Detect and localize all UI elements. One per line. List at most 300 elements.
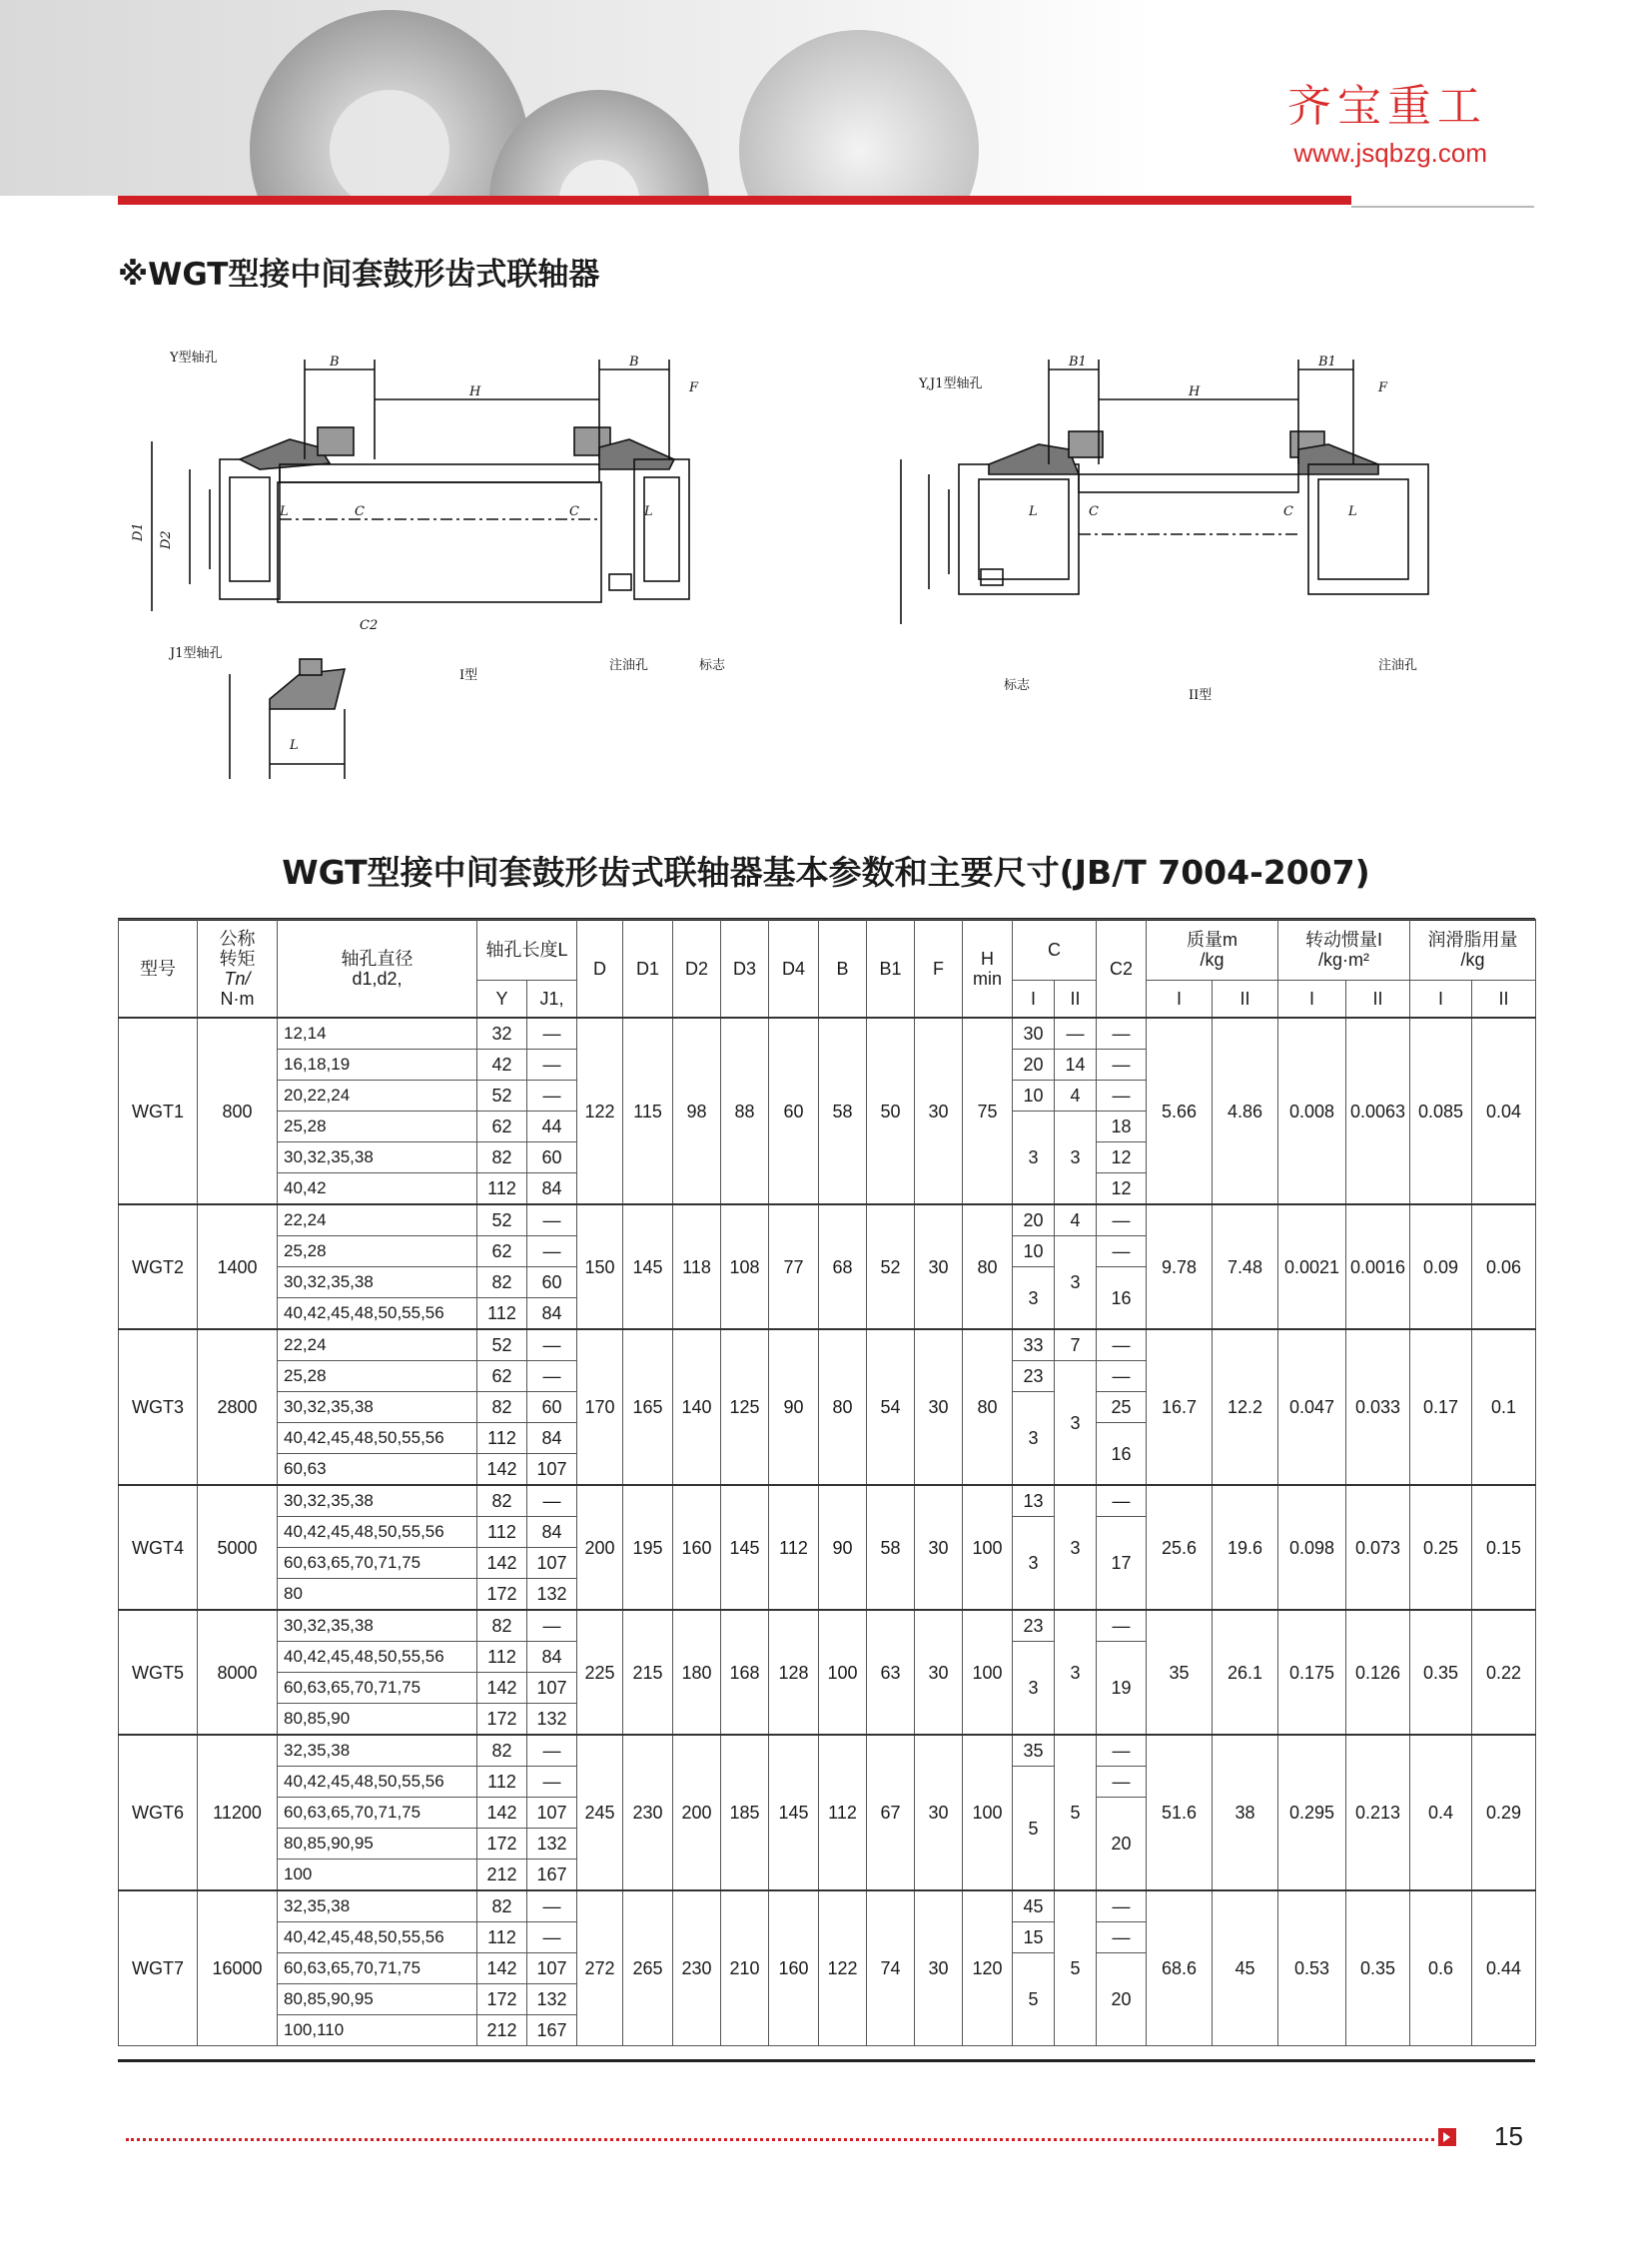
cell-Y: 112 <box>477 1517 527 1548</box>
cell-Y: 142 <box>477 1798 527 1829</box>
cell-Y: 112 <box>477 1173 527 1205</box>
cell-D2: 98 <box>673 1018 721 1204</box>
drawing-type-1 <box>152 360 689 779</box>
cell-F: 30 <box>915 1204 963 1329</box>
table-row <box>119 1485 1536 1517</box>
cell-D2: 230 <box>673 1890 721 2046</box>
header-grey-line <box>1351 206 1534 208</box>
cell-D3: 168 <box>721 1610 769 1735</box>
cell-Y: 52 <box>477 1329 527 1361</box>
cell-bore: 60,63,65,70,71,75 <box>278 1953 477 1984</box>
cell-i2: 0.126 <box>1346 1610 1410 1735</box>
cell-g1: 0.35 <box>1410 1610 1472 1735</box>
cell-C-II: 4 <box>1055 1081 1097 1112</box>
cell-bore: 25,28 <box>278 1361 477 1392</box>
cell-Y: 112 <box>477 1642 527 1673</box>
label-type-2: II型 <box>1189 688 1213 703</box>
cell-Y: 82 <box>477 1485 527 1517</box>
cell-Y: 82 <box>477 1267 527 1298</box>
cell-C-I: 20 <box>1013 1204 1055 1236</box>
cell-m1: 68.6 <box>1147 1890 1213 2046</box>
footer-dotted-line <box>126 2138 1434 2141</box>
cell-Y: 112 <box>477 1423 527 1454</box>
cell-C-II: 3 <box>1055 1236 1097 1330</box>
cell-B1: 63 <box>867 1610 915 1735</box>
cell-H: 100 <box>963 1485 1013 1610</box>
cell-C2: — <box>1097 1361 1147 1392</box>
cell-C2: 16 <box>1097 1267 1147 1330</box>
cell-m2: 12.2 <box>1213 1329 1278 1485</box>
th-B: B <box>819 920 867 1019</box>
cell-m1: 16.7 <box>1147 1329 1213 1485</box>
cell-Y: 82 <box>477 1890 527 1922</box>
cell-C-I: 3 <box>1013 1112 1055 1205</box>
cell-C-II: 3 <box>1055 1610 1097 1735</box>
th-mass: 质量m /kg <box>1147 920 1278 981</box>
label-yj1-hole: Y,J1型轴孔 <box>919 376 983 391</box>
cell-i1: 0.53 <box>1278 1890 1346 2046</box>
cell-C2: — <box>1097 1890 1147 1922</box>
cell-bore: 20,22,24 <box>278 1081 477 1112</box>
cell-C-II: 5 <box>1055 1735 1097 1890</box>
cell-bore: 100 <box>278 1860 477 1891</box>
cell-C2: — <box>1097 1329 1147 1361</box>
th-C2: C2 <box>1097 920 1147 1019</box>
cell-C-II: 7 <box>1055 1329 1097 1361</box>
cell-bore: 32,35,38 <box>278 1890 477 1922</box>
cell-i2: 0.073 <box>1346 1485 1410 1610</box>
cell-D1: 195 <box>623 1485 673 1610</box>
cell-J1: 84 <box>527 1298 577 1330</box>
cell-C2: — <box>1097 1018 1147 1050</box>
cell-D1: 115 <box>623 1018 673 1204</box>
cell-bore: 40,42,45,48,50,55,56 <box>278 1922 477 1953</box>
brand-name: 齐宝重工 <box>1287 81 1487 132</box>
cell-C2: — <box>1097 1610 1147 1642</box>
cell-J1: 107 <box>527 1798 577 1829</box>
th-Y: Y <box>477 981 527 1019</box>
cell-B1: 58 <box>867 1485 915 1610</box>
cell-Y: 172 <box>477 1579 527 1611</box>
cell-i1: 0.0021 <box>1278 1204 1346 1329</box>
svg-text:D2: D2 <box>159 530 174 549</box>
cell-B: 80 <box>819 1329 867 1485</box>
cell-Y: 172 <box>477 1704 527 1736</box>
label-oil-hole-1: 注油孔 <box>609 658 649 673</box>
cell-J1: 167 <box>527 2015 577 2046</box>
cell-Y: 112 <box>477 1767 527 1798</box>
cell-bore: 40,42,45,48,50,55,56 <box>278 1767 477 1798</box>
table-row <box>119 1204 1536 1236</box>
th-inertia-II: II <box>1346 981 1410 1019</box>
cell-bore: 30,32,35,38 <box>278 1267 477 1298</box>
th-bore-length: 轴孔长度L <box>477 920 577 981</box>
cell-bore: 25,28 <box>278 1112 477 1142</box>
th-torque: 公称 转矩 Tn/ N·m <box>198 920 278 1019</box>
cell-Y: 212 <box>477 1860 527 1891</box>
th-bore: 轴孔直径 d1,d2, <box>278 920 477 1019</box>
cell-D1: 145 <box>623 1204 673 1329</box>
cell-model: WGT6 <box>119 1735 198 1890</box>
cell-C2: — <box>1097 1204 1147 1236</box>
spec-table-body <box>119 1018 1536 2046</box>
cell-H: 75 <box>963 1018 1013 1204</box>
svg-text:H: H <box>469 384 481 399</box>
cell-J1: 132 <box>527 1579 577 1611</box>
cell-m2: 7.48 <box>1213 1204 1278 1329</box>
cell-i2: 0.35 <box>1346 1890 1410 2046</box>
th-D1: D1 <box>623 920 673 1019</box>
cell-F: 30 <box>915 1329 963 1485</box>
cell-g2: 0.15 <box>1472 1485 1536 1610</box>
cell-C2: — <box>1097 1922 1147 1953</box>
cell-Y: 112 <box>477 1922 527 1953</box>
cell-Y: 172 <box>477 1984 527 2015</box>
cell-H: 120 <box>963 1890 1013 2046</box>
cell-B1: 50 <box>867 1018 915 1204</box>
cell-J1: 132 <box>527 1829 577 1860</box>
cell-J1: — <box>527 1050 577 1081</box>
svg-text:H: H <box>1189 384 1201 399</box>
label-y-hole: Y型轴孔 <box>170 351 218 366</box>
cell-C2: — <box>1097 1735 1147 1767</box>
cell-C-I: 3 <box>1013 1392 1055 1486</box>
cell-C-I: 35 <box>1013 1735 1055 1767</box>
cell-bore: 100,110 <box>278 2015 477 2046</box>
svg-text:D1: D1 <box>131 522 146 541</box>
th-grease-II: II <box>1472 981 1536 1019</box>
cell-C-I: 30 <box>1013 1018 1055 1050</box>
cell-g1: 0.17 <box>1410 1329 1472 1485</box>
svg-text:B1: B1 <box>1069 355 1087 370</box>
cell-g2: 0.1 <box>1472 1329 1536 1485</box>
cell-F: 30 <box>915 1485 963 1610</box>
th-D3: D3 <box>721 920 769 1019</box>
cell-J1: — <box>527 1361 577 1392</box>
cell-C2: — <box>1097 1050 1147 1081</box>
svg-text:L: L <box>290 738 299 753</box>
cell-m1: 9.78 <box>1147 1204 1213 1329</box>
th-D: D <box>577 920 623 1019</box>
cell-H: 80 <box>963 1204 1013 1329</box>
cell-Y: 32 <box>477 1018 527 1050</box>
cell-J1: 107 <box>527 1454 577 1486</box>
cell-C2: 20 <box>1097 1798 1147 1891</box>
cell-C-I: 3 <box>1013 1642 1055 1736</box>
coupling-drawings <box>130 340 1528 793</box>
th-D4: D4 <box>769 920 819 1019</box>
cell-model: WGT2 <box>119 1204 198 1329</box>
cell-C-I: 13 <box>1013 1485 1055 1517</box>
cell-bore: 22,24 <box>278 1329 477 1361</box>
cell-bore: 80,85,90,95 <box>278 1984 477 2015</box>
cell-F: 30 <box>915 1735 963 1890</box>
cell-J1: — <box>527 1922 577 1953</box>
cell-bore: 40,42,45,48,50,55,56 <box>278 1298 477 1330</box>
cell-J1: 84 <box>527 1517 577 1548</box>
svg-text:C: C <box>1283 504 1293 519</box>
cell-g2: 0.04 <box>1472 1018 1536 1204</box>
cell-D1: 215 <box>623 1610 673 1735</box>
table-row <box>119 1610 1536 1642</box>
cell-J1: — <box>527 1735 577 1767</box>
cell-C-I: 10 <box>1013 1081 1055 1112</box>
cell-bore: 60,63,65,70,71,75 <box>278 1548 477 1579</box>
cell-bore: 60,63,65,70,71,75 <box>278 1798 477 1829</box>
cell-i1: 0.098 <box>1278 1485 1346 1610</box>
svg-text:L: L <box>280 504 289 519</box>
cell-Y: 62 <box>477 1361 527 1392</box>
cell-J1: 167 <box>527 1860 577 1891</box>
cell-Y: 62 <box>477 1112 527 1142</box>
th-C: C <box>1013 920 1097 981</box>
cell-F: 30 <box>915 1018 963 1204</box>
cell-g2: 0.22 <box>1472 1610 1536 1735</box>
cell-Y: 212 <box>477 2015 527 2046</box>
cell-Y: 142 <box>477 1673 527 1704</box>
cell-B: 58 <box>819 1018 867 1204</box>
cell-C2: — <box>1097 1081 1147 1112</box>
cell-i1: 0.008 <box>1278 1018 1346 1204</box>
cell-D: 200 <box>577 1485 623 1610</box>
label-mark-1: 标志 <box>699 658 726 673</box>
cell-g2: 0.06 <box>1472 1204 1536 1329</box>
cell-D4: 145 <box>769 1735 819 1890</box>
cell-J1: 60 <box>527 1392 577 1423</box>
cell-C-II: 14 <box>1055 1050 1097 1081</box>
cell-D1: 230 <box>623 1735 673 1890</box>
cell-C-I: 3 <box>1013 1267 1055 1330</box>
cell-B1: 67 <box>867 1735 915 1890</box>
footer-arrow-icon <box>1438 2128 1456 2146</box>
cell-B1: 54 <box>867 1329 915 1485</box>
th-inertia-I: I <box>1278 981 1346 1019</box>
cell-m2: 38 <box>1213 1735 1278 1890</box>
cell-D2: 180 <box>673 1610 721 1735</box>
cell-i2: 0.0016 <box>1346 1204 1410 1329</box>
cell-B: 122 <box>819 1890 867 2046</box>
th-D2: D2 <box>673 920 721 1019</box>
cell-J1: — <box>527 1236 577 1267</box>
cell-bore: 16,18,19 <box>278 1050 477 1081</box>
cell-D: 170 <box>577 1329 623 1485</box>
cell-m2: 4.86 <box>1213 1018 1278 1204</box>
cell-D1: 165 <box>623 1329 673 1485</box>
cell-Y: 52 <box>477 1204 527 1236</box>
cell-Y: 82 <box>477 1392 527 1423</box>
table-row <box>119 1329 1536 1361</box>
cell-g1: 0.6 <box>1410 1890 1472 2046</box>
cell-D4: 128 <box>769 1610 819 1735</box>
page-number: 15 <box>1494 2121 1523 2151</box>
cell-J1: 84 <box>527 1642 577 1673</box>
cell-J1: 60 <box>527 1142 577 1173</box>
cell-Y: 82 <box>477 1142 527 1173</box>
cell-J1: — <box>527 1610 577 1642</box>
cell-g2: 0.44 <box>1472 1890 1536 2046</box>
cell-D4: 160 <box>769 1890 819 2046</box>
cell-C-I: 10 <box>1013 1236 1055 1267</box>
table-row <box>119 1018 1536 1050</box>
th-inertia: 转动惯量I /kg·m² <box>1278 920 1410 981</box>
cell-bore: 12,14 <box>278 1018 477 1050</box>
th-C-I: I <box>1013 981 1055 1019</box>
cell-bore: 30,32,35,38 <box>278 1142 477 1173</box>
cell-D3: 145 <box>721 1485 769 1610</box>
cell-B1: 52 <box>867 1204 915 1329</box>
cell-C2: 12 <box>1097 1173 1147 1205</box>
cell-D3: 185 <box>721 1735 769 1890</box>
cell-J1: — <box>527 1767 577 1798</box>
cell-J1: 107 <box>527 1548 577 1579</box>
cell-bore: 80,85,90 <box>278 1704 477 1736</box>
cell-C2: 20 <box>1097 1953 1147 2046</box>
brand-block <box>1287 70 1487 169</box>
cell-D4: 112 <box>769 1485 819 1610</box>
cell-J1: — <box>527 1485 577 1517</box>
cell-D3: 108 <box>721 1204 769 1329</box>
cell-bore: 22,24 <box>278 1204 477 1236</box>
cell-C-I: 5 <box>1013 1767 1055 1891</box>
cell-C-I: 20 <box>1013 1050 1055 1081</box>
cell-m1: 5.66 <box>1147 1018 1213 1204</box>
cell-C2: 17 <box>1097 1517 1147 1611</box>
th-F: F <box>915 920 963 1019</box>
cell-C-I: 15 <box>1013 1922 1055 1953</box>
cell-bore: 30,32,35,38 <box>278 1485 477 1517</box>
cell-Y: 62 <box>477 1236 527 1267</box>
cell-Y: 172 <box>477 1829 527 1860</box>
cell-J1: 107 <box>527 1953 577 1984</box>
th-H: H min <box>963 920 1013 1019</box>
cell-J1: 44 <box>527 1112 577 1142</box>
svg-text:F: F <box>1378 380 1388 395</box>
th-B1: B1 <box>867 920 915 1019</box>
cell-J1: 107 <box>527 1673 577 1704</box>
cell-model: WGT7 <box>119 1890 198 2046</box>
brand-url[interactable]: www.jsqbzg.com <box>1293 138 1487 168</box>
cell-J1: — <box>527 1329 577 1361</box>
cell-D: 225 <box>577 1610 623 1735</box>
cell-C-I: 23 <box>1013 1610 1055 1642</box>
cell-C2: 18 <box>1097 1112 1147 1142</box>
svg-text:B: B <box>330 355 340 370</box>
label-j1-hole: J1型轴孔 <box>170 646 223 661</box>
cell-F: 30 <box>915 1610 963 1735</box>
cell-model: WGT3 <box>119 1329 198 1485</box>
cell-C-I: 45 <box>1013 1890 1055 1922</box>
cell-bore: 60,63,65,70,71,75 <box>278 1673 477 1704</box>
cell-C-I: 23 <box>1013 1361 1055 1392</box>
cell-J1: 60 <box>527 1267 577 1298</box>
cell-Y: 52 <box>477 1081 527 1112</box>
cell-torque: 11200 <box>198 1735 278 1890</box>
cell-torque: 2800 <box>198 1329 278 1485</box>
svg-text:B: B <box>629 355 639 370</box>
cell-i1: 0.175 <box>1278 1610 1346 1735</box>
cell-C2: 19 <box>1097 1642 1147 1736</box>
cell-bore: 25,28 <box>278 1236 477 1267</box>
cell-C2: 12 <box>1097 1142 1147 1173</box>
cell-J1: — <box>527 1204 577 1236</box>
cell-bore: 40,42 <box>278 1173 477 1205</box>
svg-text:C: C <box>1089 504 1099 519</box>
cell-Y: 142 <box>477 1454 527 1486</box>
cell-C2: 25 <box>1097 1392 1147 1423</box>
cell-J1: 132 <box>527 1984 577 2015</box>
cell-m2: 19.6 <box>1213 1485 1278 1610</box>
cell-C2: — <box>1097 1236 1147 1267</box>
cell-C-I: 3 <box>1013 1517 1055 1611</box>
cell-g1: 0.4 <box>1410 1735 1472 1890</box>
cell-J1: — <box>527 1018 577 1050</box>
cell-D4: 77 <box>769 1204 819 1329</box>
th-model: 型号 <box>119 920 198 1019</box>
cell-g1: 0.085 <box>1410 1018 1472 1204</box>
th-mass-I: I <box>1147 981 1213 1019</box>
label-oil-hole-2: 注油孔 <box>1378 658 1418 673</box>
table-row <box>119 1735 1536 1767</box>
cell-D: 245 <box>577 1735 623 1890</box>
cell-i1: 0.047 <box>1278 1329 1346 1485</box>
header-red-bar <box>118 196 1351 205</box>
cell-J1: 132 <box>527 1704 577 1736</box>
th-grease: 润滑脂用量 /kg <box>1410 920 1536 981</box>
cell-torque: 5000 <box>198 1485 278 1610</box>
cell-Y: 142 <box>477 1953 527 1984</box>
th-grease-I: I <box>1410 981 1472 1019</box>
spec-table <box>118 919 1536 2046</box>
cell-D4: 60 <box>769 1018 819 1204</box>
table-title: WGT型接中间套鼓形齿式联轴器基本参数和主要尺寸(JB/T 7004-2007) <box>282 853 1370 892</box>
label-type-1: I型 <box>459 668 478 683</box>
cell-B: 100 <box>819 1610 867 1735</box>
table-bottom-rule <box>118 2059 1535 2062</box>
cell-H: 80 <box>963 1329 1013 1485</box>
cell-m2: 26.1 <box>1213 1610 1278 1735</box>
cell-D: 150 <box>577 1204 623 1329</box>
svg-text:F: F <box>689 380 699 395</box>
cell-i2: 0.033 <box>1346 1329 1410 1485</box>
svg-text:C: C <box>569 504 579 519</box>
cell-C2: — <box>1097 1767 1147 1798</box>
cell-bore: 60,63 <box>278 1454 477 1486</box>
cell-H: 100 <box>963 1610 1013 1735</box>
cell-B: 90 <box>819 1485 867 1610</box>
cell-J1: 84 <box>527 1423 577 1454</box>
cell-i1: 0.295 <box>1278 1735 1346 1890</box>
cell-D3: 210 <box>721 1890 769 2046</box>
cell-bore: 32,35,38 <box>278 1735 477 1767</box>
cell-C2: 16 <box>1097 1423 1147 1486</box>
cell-F: 30 <box>915 1890 963 2046</box>
cell-model: WGT4 <box>119 1485 198 1610</box>
svg-text:L: L <box>1029 504 1038 519</box>
cell-C-II: 3 <box>1055 1485 1097 1610</box>
cell-m2: 45 <box>1213 1890 1278 2046</box>
label-mark-2: 标志 <box>1004 678 1031 693</box>
svg-text:C2: C2 <box>360 618 379 633</box>
cell-bore: 80,85,90,95 <box>278 1829 477 1860</box>
cell-bore: 80 <box>278 1579 477 1611</box>
cell-g1: 0.09 <box>1410 1204 1472 1329</box>
spec-table-head <box>119 920 1536 1019</box>
cell-Y: 142 <box>477 1548 527 1579</box>
cell-D1: 265 <box>623 1890 673 2046</box>
cell-torque: 8000 <box>198 1610 278 1735</box>
cell-Y: 42 <box>477 1050 527 1081</box>
cell-J1: — <box>527 1081 577 1112</box>
